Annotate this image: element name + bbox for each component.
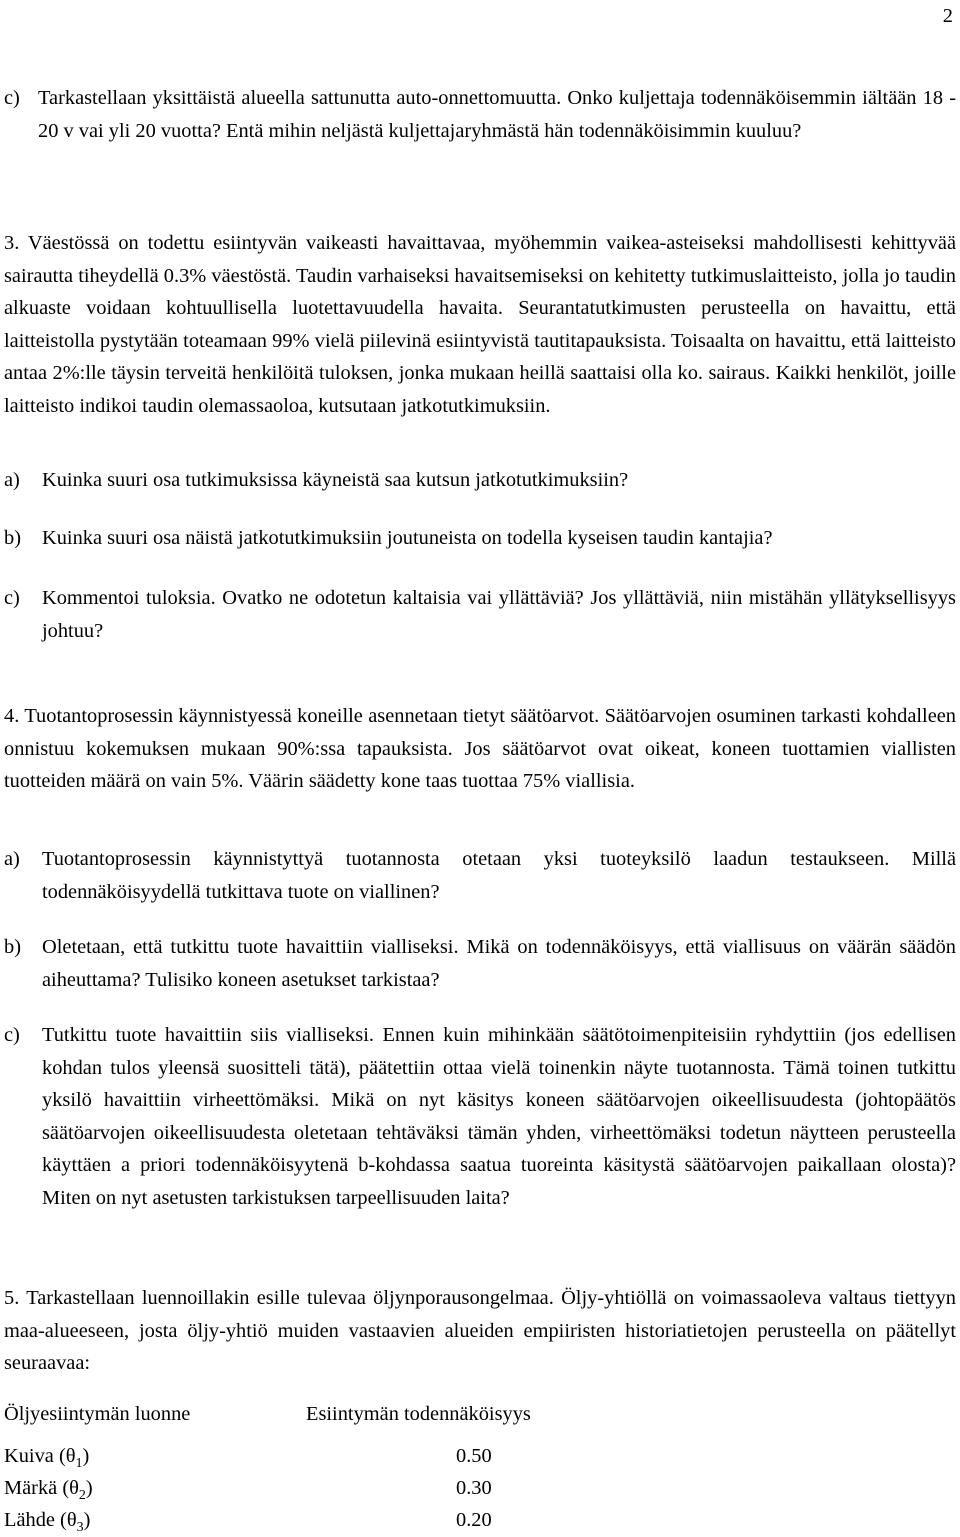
item-label: c) [4, 87, 20, 109]
question-text: Kommentoi tuloksia. Ovatko ne odotetun kaltaisia vai yllättäviä? Jos yllättäviä, niin mistähän yllätyksellisyys johtuu? [42, 587, 956, 642]
question-4a [4, 843, 956, 908]
question-3-intro: 3. Väestössä on todettu esiintyvän vaikeasti havaittavaa, myöhemmin vaikea-asteiseksi mahdollisesti kehittyvää sairautta tiheydellä 0.3% väestöstä. Taudin varhaiseksi havaitsemiseksi on kehitetty tutkimuslaitteisto, jolla jo taudin alkuaste voidaan kohtuullisella luotettavuudella havaita. Seurantatutkimusten perusteella on havaittu, että laitteistolla pystytään toteamaan 99% vielä piilevinä esiintyvistä tautitapauksista. Toisaalta on havaittu, että laitteisto antaa 2%:lle täysin terveitä henkilöitä tuloksen, jonka mukaan heillä saattaisi olla ko. sairaus. Kaikki henkilöt, joille laitteisto indikoi taudin olemassaoloa, kutsutaan jatkotutkimuksiin. [4, 232, 956, 417]
question-3a [4, 464, 956, 497]
question-4-intro: 4. Tuotantoprosessin käynnistyessä koneille asennetaan tietyt säätöarvot. Säätöarvojen osuminen tarkasti kohdalleen onnistuu kokemuksen mukaan 90%:ssa tapauksista. Jos säätöarvot ovat oikeat, koneen tuottamien viallisten tuotteiden määrä on vain 5%. Väärin säädetty kone taas tuottaa 75% viallisia. [4, 705, 956, 792]
probability-value: 0.30 [456, 1477, 492, 1499]
item-label: b) [4, 936, 21, 958]
state-name: Lähde [4, 1509, 55, 1531]
item-label: a) [4, 848, 20, 870]
column-header-type: Öljyesiintymän luonne [4, 1403, 191, 1425]
item-label: b) [4, 527, 21, 549]
probability-value: 0.20 [456, 1509, 492, 1531]
question-5-intro: 5. Tarkastellaan luennoillakin esille tulevaa öljynporausongelmaa. Öljy-yhtiöllä on voimassaoleva valtaus tiettyyn maa-alueeseen, josta öljy-yhtiö muiden vastaavien alueiden empiiristen historiatietojen perusteella on päätellyt seuraavaa: [4, 1287, 956, 1374]
question-3b [4, 522, 956, 555]
theta-symbol: θ [66, 1509, 77, 1531]
state-name: Kuiva [4, 1445, 54, 1467]
table-header-row [4, 1398, 604, 1430]
row-label: Kuiva $(\theta_1)$ [4, 1445, 90, 1472]
question-text: Kuinka suuri osa tutkimuksissa käyneistä saa kutsun jatkotutkimuksiin? [42, 469, 629, 491]
table-row [4, 1472, 604, 1504]
question-text: Tutkittu tuote havaittiin siis vialliseksi. Ennen kuin mihinkään säätötoimenpiteisiin ryhdyttiin (jos edellisen kohdan tulos yleensä suositteli tätä), päätettiin ottaa vielä toinenkin näyte tuotannosta. Tämä toinen tutkittu yksilö havaittiin virheettömäksi. Mikä on nyt käsitys koneen säätöarvojen oikeellisuudesta (johtopäätös säätöarvojen oikeellisuudesta oletetaan tehtäväksi tämän yhden, virheettömäksi todetun näytteen perusteella käyttäen a priori todennäköisyytenä b-kohdassa saatua tuoreinta käsitystä säätöarvojen paikallaan olosta)? Miten on nyt asetusten tarkistuksen tarpeellisuuden laita? [42, 1024, 956, 1209]
page-number: 2 [942, 5, 953, 27]
probability-value: 0.50 [456, 1445, 492, 1467]
question-4c [4, 1019, 956, 1214]
theta-subscript: 3 [76, 1520, 84, 1536]
state-name: Märkä [4, 1477, 58, 1499]
table-row [4, 1504, 604, 1536]
question-text: Oletetaan, että tutkittu tuote havaittiin vialliseksi. Mikä on todennäköisyys, että viallisuus on väärän säädön aiheuttama? Tulisiko koneen asetukset tarkistaa? [42, 936, 956, 991]
item-label: c) [4, 587, 20, 609]
item-label: a) [4, 469, 20, 491]
row-label: Märkä $(\theta_2)$ [4, 1477, 93, 1504]
question-text: Tuotantoprosessin käynnistyttyä tuotannosta otetaan yksi tuoteyksilö laadun testaukseen. Millä todennäköisyydellä tutkittava tuote on viallinen? [42, 848, 956, 903]
theta-subscript: 1 [75, 1456, 83, 1472]
theta-symbol: θ [65, 1445, 76, 1467]
question-text: Kuinka suuri osa näistä jatkotutkimuksiin joutuneista on todella kyseisen taudin kantajia? [42, 527, 773, 549]
question-2c [4, 82, 956, 147]
theta-symbol: θ [69, 1477, 79, 1499]
question-3c [4, 582, 956, 647]
item-label: c) [4, 1024, 20, 1046]
question-4b [4, 931, 956, 996]
question-text: Tarkastellaan yksittäistä alueella sattunutta auto-onnettomuutta. Onko kuljettaja todennäköisemmin iältään 18 - 20 v vai yli 20 vuotta? Entä mihin neljästä kuljettajaryhmästä hän todennäköisimmin kuuluu? [38, 87, 956, 142]
column-header-probability: Esiintymän todennäköisyys [306, 1403, 531, 1425]
theta-subscript: 2 [78, 1488, 86, 1504]
row-label: Lähde $(\theta_3)$ [4, 1509, 91, 1536]
table-row [4, 1440, 604, 1472]
